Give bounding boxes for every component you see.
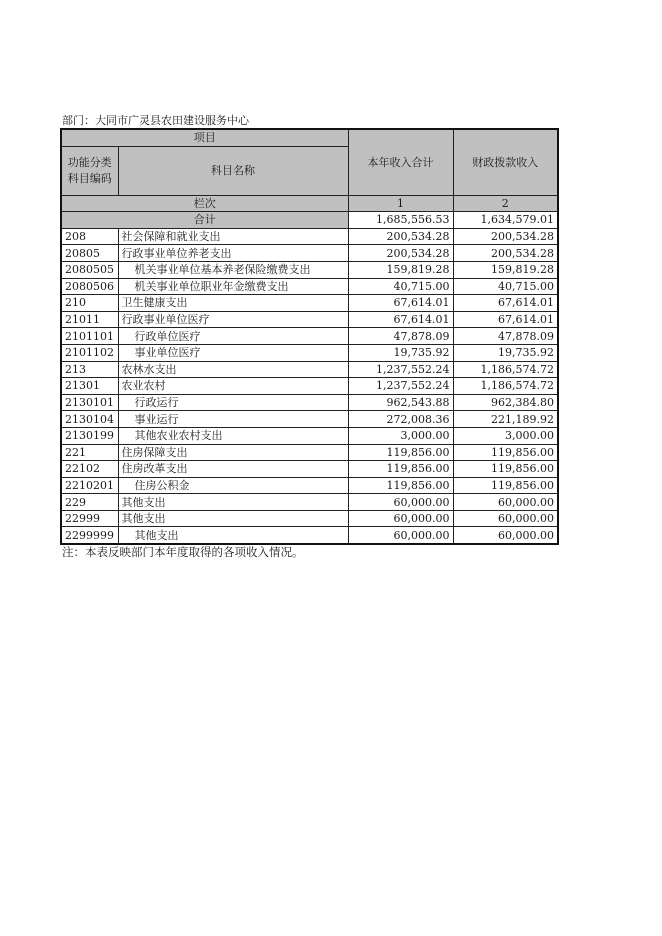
total-income-cell: 1,237,552.24 — [348, 378, 453, 395]
code-cell: 2101102 — [61, 344, 118, 361]
total-income-cell: 19,735.92 — [348, 344, 453, 361]
header-code — [61, 146, 118, 195]
fiscal-income-cell: 221,189.92 — [453, 411, 558, 428]
code-cell: 208 — [61, 228, 118, 245]
name-cell: 事业单位医疗 — [118, 344, 348, 361]
total-income-cell: 119,856.00 — [348, 444, 453, 461]
table-row — [61, 228, 558, 245]
column-index-1: 1 — [348, 195, 453, 212]
name-cell: 机关事业单位职业年金缴费支出 — [118, 278, 348, 295]
total-income-cell: 200,534.28 — [348, 228, 453, 245]
table-row — [61, 510, 558, 527]
total-income-cell: 159,819.28 — [348, 261, 453, 278]
name-cell: 社会保障和就业支出 — [118, 228, 348, 245]
header-project: 项目 — [61, 129, 348, 146]
name-cell: 行政事业单位养老支出 — [118, 245, 348, 262]
table-row — [61, 328, 558, 345]
fiscal-income-cell: 60,000.00 — [453, 510, 558, 527]
total-income-cell: 119,856.00 — [348, 477, 453, 494]
total-income-cell: 272,008.36 — [348, 411, 453, 428]
name-cell: 事业运行 — [118, 411, 348, 428]
fiscal-income-cell: 40,715.00 — [453, 278, 558, 295]
fiscal-income-cell: 200,534.28 — [453, 245, 558, 262]
name-cell: 其他农业农村支出 — [118, 427, 348, 444]
table-row — [61, 527, 558, 544]
total-income-cell: 67,614.01 — [348, 295, 453, 312]
name-cell: 住房改革支出 — [118, 461, 348, 478]
header-fiscal-income: 财政拨款收入 — [453, 129, 558, 195]
table-row — [61, 427, 558, 444]
table-row — [61, 361, 558, 378]
code-cell: 2130101 — [61, 394, 118, 411]
total-income-cell: 60,000.00 — [348, 494, 453, 511]
fiscal-income-cell: 119,856.00 — [453, 461, 558, 478]
fiscal-income-cell: 1,186,574.72 — [453, 378, 558, 395]
total-income-cell: 962,543.88 — [348, 394, 453, 411]
name-cell: 农林水支出 — [118, 361, 348, 378]
fiscal-income-cell: 200,534.28 — [453, 228, 558, 245]
table-row — [61, 295, 558, 312]
fiscal-income-cell: 60,000.00 — [453, 494, 558, 511]
table-row — [61, 477, 558, 494]
total-income-cell: 1,237,552.24 — [348, 361, 453, 378]
header-total-income: 本年收入合计 — [348, 129, 453, 195]
footnote: 注：本表反映部门本年度取得的各项收入情况。 — [62, 545, 304, 559]
department-label: 部门：大同市广灵县农田建设服务中心 — [62, 114, 249, 127]
fiscal-income-cell: 67,614.01 — [453, 311, 558, 328]
column-index-row — [61, 195, 558, 212]
code-cell: 22999 — [61, 510, 118, 527]
code-cell: 213 — [61, 361, 118, 378]
table-row — [61, 411, 558, 428]
total-income-cell: 119,856.00 — [348, 461, 453, 478]
name-cell: 其他支出 — [118, 527, 348, 544]
code-cell: 2130104 — [61, 411, 118, 428]
table-row — [61, 344, 558, 361]
table-row — [61, 394, 558, 411]
fiscal-income-cell: 19,735.92 — [453, 344, 558, 361]
code-cell: 2130199 — [61, 427, 118, 444]
total-income-value: 1,685,556.53 — [348, 212, 453, 229]
code-cell: 21301 — [61, 378, 118, 395]
total-income-cell: 60,000.00 — [348, 527, 453, 544]
fiscal-income-cell: 67,614.01 — [453, 295, 558, 312]
total-income-cell: 47,878.09 — [348, 328, 453, 345]
name-cell: 行政事业单位医疗 — [118, 311, 348, 328]
column-index-2: 2 — [453, 195, 558, 212]
name-cell: 住房公积金 — [118, 477, 348, 494]
name-cell: 其他支出 — [118, 510, 348, 527]
header-code-line2: 科目编码 — [67, 171, 112, 185]
name-cell: 行政运行 — [118, 394, 348, 411]
table-row — [61, 461, 558, 478]
name-cell: 卫生健康支出 — [118, 295, 348, 312]
table-row — [61, 261, 558, 278]
total-income-cell: 200,534.28 — [348, 245, 453, 262]
code-cell: 21011 — [61, 311, 118, 328]
name-cell: 其他支出 — [118, 494, 348, 511]
fiscal-income-cell: 962,384.80 — [453, 394, 558, 411]
total-income-cell: 40,715.00 — [348, 278, 453, 295]
total-income-cell: 3,000.00 — [348, 427, 453, 444]
code-cell: 229 — [61, 494, 118, 511]
total-fiscal-value: 1,634,579.01 — [453, 212, 558, 229]
table-row — [61, 278, 558, 295]
income-table — [60, 128, 559, 545]
column-index-label: 栏次 — [61, 195, 348, 212]
name-cell: 住房保障支出 — [118, 444, 348, 461]
table-row — [61, 444, 558, 461]
fiscal-income-cell: 1,186,574.72 — [453, 361, 558, 378]
code-cell: 2210201 — [61, 477, 118, 494]
code-cell: 20805 — [61, 245, 118, 262]
fiscal-income-cell: 60,000.00 — [453, 527, 558, 544]
code-cell: 22102 — [61, 461, 118, 478]
header-name: 科目名称 — [118, 146, 348, 195]
fiscal-income-cell: 159,819.28 — [453, 261, 558, 278]
code-cell: 2299999 — [61, 527, 118, 544]
table-row — [61, 378, 558, 395]
total-row — [61, 212, 558, 229]
total-label: 合计 — [61, 212, 348, 229]
code-cell: 2080505 — [61, 261, 118, 278]
name-cell: 农业农村 — [118, 378, 348, 395]
table-row — [61, 245, 558, 262]
fiscal-income-cell: 119,856.00 — [453, 477, 558, 494]
total-income-cell: 67,614.01 — [348, 311, 453, 328]
table-row — [61, 311, 558, 328]
name-cell: 行政单位医疗 — [118, 328, 348, 345]
code-cell: 2080506 — [61, 278, 118, 295]
code-cell: 2101101 — [61, 328, 118, 345]
fiscal-income-cell: 3,000.00 — [453, 427, 558, 444]
code-cell: 221 — [61, 444, 118, 461]
table-row — [61, 494, 558, 511]
fiscal-income-cell: 47,878.09 — [453, 328, 558, 345]
header-row-project — [61, 129, 558, 146]
total-income-cell: 60,000.00 — [348, 510, 453, 527]
header-code-line1: 功能分类 — [67, 155, 112, 169]
fiscal-income-cell: 119,856.00 — [453, 444, 558, 461]
code-cell: 210 — [61, 295, 118, 312]
name-cell: 机关事业单位基本养老保险缴费支出 — [118, 261, 348, 278]
